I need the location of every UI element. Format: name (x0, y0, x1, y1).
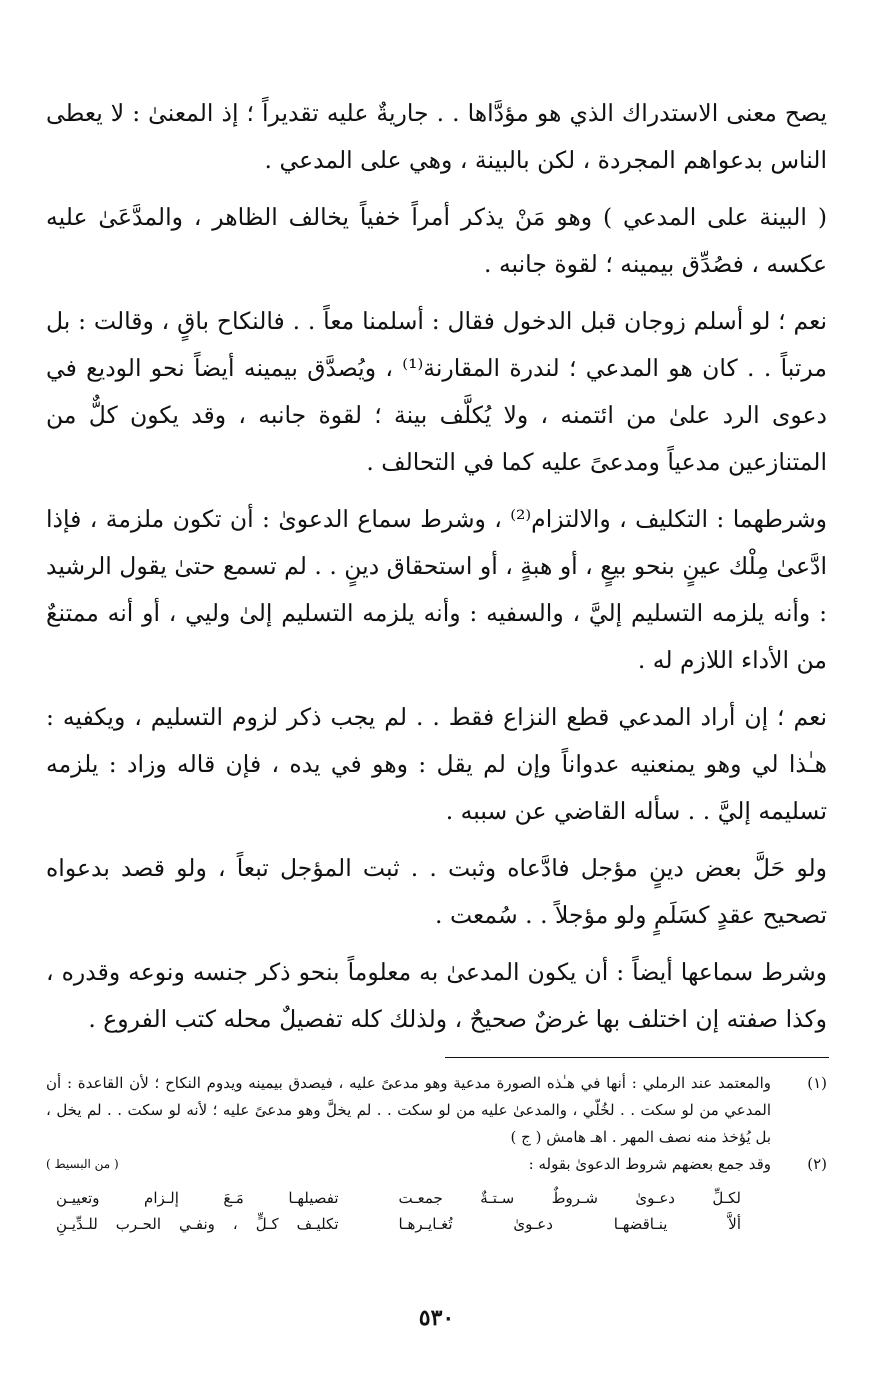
paragraph: وشرطهما : التكليف ، والالتزام⁽²⁾ ، وشرط سماع الدعوىٰ : أن تكون ملزمة ، فإذا ادَّعىٰ مِلْك عينٍ بنحو بيعٍ ، أو هبةٍ ، أو استحقاق دينٍ . . لم تسمع حتىٰ يقول الرشيد : وأنه يلزمه التسليم إليَّ ، والسفيه : وأنه يلزمه التسليم إلىٰ وليي ، أو أنه ممتنعٌ من الأداء اللازم له . (46, 505, 827, 674)
poem-hemistich: ألاَّ ينـاقضهـا دعـوىٰ تُغـايـرهـا (398, 1215, 741, 1233)
footnote-separator (445, 1057, 829, 1058)
footnote-number: (٢) (807, 1155, 827, 1173)
paragraph: نعم ؛ إن أراد المدعي قطع النزاع فقط . . لم يجب ذكر لزوم التسليم ، ويكفيه : هـٰذا لي وهو يمنعنيه عدواناً وإن لم يقل : وهو في يده ، فإن قاله وزاد : يلزمه تسليمه إليَّ . . سأله القاضي عن سببه . (46, 703, 827, 825)
poem (46, 1186, 827, 1236)
paragraph: نعم ؛ لو أسلم زوجان قبل الدخول فقال : أسلمنا معاً . . فالنكاح باقٍ ، وقالت : بل مرتباً . . كان هو المدعي ؛ لندرة المقارنة⁽¹⁾ ، ويُصدَّق بيمينه أيضاً نحو الوديع في دعوى الرد علىٰ من ائتمنه ، ولا يُكلَّف بينة ؛ لقوة جانبه ، وقد يكون كلٌّ من المتنازعين مدعياً ومدعىً عليه كما في التحالف . (46, 307, 827, 476)
paragraph: ( البينة على المدعي ) وهو مَنْ يذكر أمراً خفياً يخالف الظاهر ، والمدَّعَىٰ عليه عكسه ، فصُدِّق بيمينه ؛ لقوة جانبه . (46, 203, 827, 278)
footnote-header (46, 1151, 771, 1178)
page-number: ٥٣٠ (418, 1305, 455, 1331)
footnote-text: وقد جمع بعضهم شروط الدعوىٰ بقوله : (528, 1155, 771, 1173)
paragraph: يصح معنى الاستدراك الذي هو مؤدَّاها . . جاريةٌ عليه تقديراً ؛ إذ المعنىٰ : لا يعطى الناس بدعواهم المجردة ، لكن بالبينة ، وهي على المدعي . (46, 99, 827, 174)
footnote-1 (46, 1070, 827, 1151)
main-text (46, 90, 827, 1053)
footnote-2 (46, 1151, 827, 1178)
footnote-number: (١) (807, 1074, 827, 1092)
paragraph: ولو حَلَّ بعض دينٍ مؤجل فادَّعاه وثبت . . ثبت المؤجل تبعاً ، ولو قصد بدعواه تصحيح عقدٍ كسَلَمٍ ولو مؤجلاً . . سُمعت . (46, 854, 827, 929)
poem-hemistich: لكـلِّ دعـوىٰ شـروطٌ سـتـةٌ جمعـت (398, 1189, 741, 1207)
footnotes (46, 1070, 827, 1236)
poem-hemistich: تكليـف كـلٍّ ، ونفـي الحـرب للـدِّيـنِ (56, 1215, 339, 1233)
paragraph: وشرط سماعها أيضاً : أن يكون المدعىٰ به معلوماً بنحو ذكر جنسه ونوعه وقدره ، وكذا صفته إن اختلف بها غرضٌ صحيحٌ ، ولذلك كله تفصيلٌ محله كتب الفروع . (46, 958, 827, 1033)
meter-label: ( من البسيط ) (46, 1157, 119, 1171)
footnote-text: والمعتمد عند الرملي : أنها في هـٰذه الصورة مدعية وهو مدعىً عليه ، فيصدق بيمينه ويدوم النكاح ؛ لأن القاعدة : أن المدعي من لو سكت . . لخُلّي ، والمدعىٰ عليه من لو سكت . . لم يخلَّ وهو مدعىً عليه ؛ لأنه لو سكت . . لم يخل ، بل يُؤخذ منه نصف المهر . اهـ هامش ( ج ) (46, 1074, 771, 1146)
poem-hemistich: تفصيلهـا مَـعَ إلـزام وتعييـن (56, 1189, 339, 1207)
